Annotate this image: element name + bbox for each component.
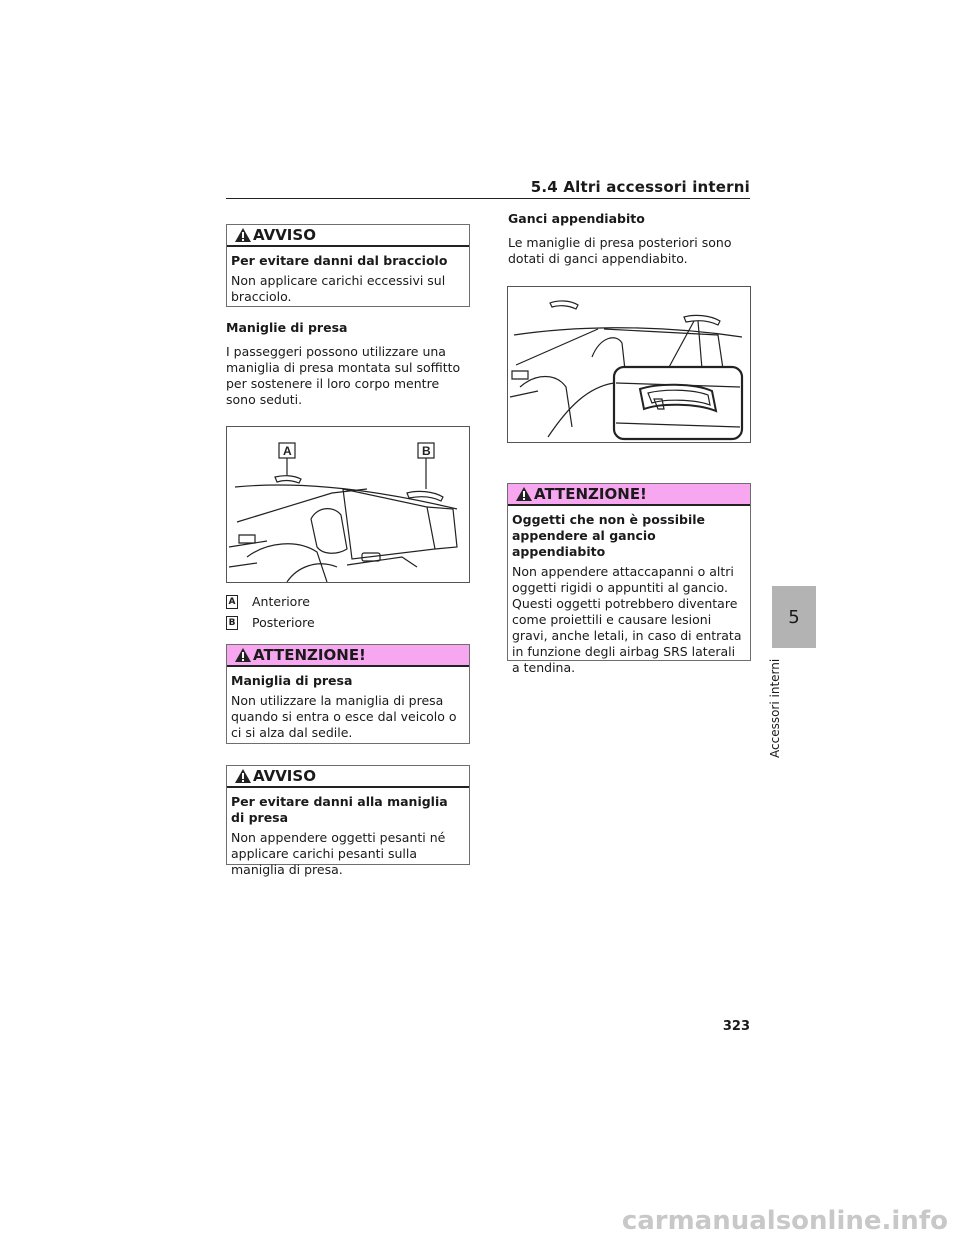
legend-key-a: A xyxy=(226,595,238,609)
coat-hook-illustration xyxy=(508,287,750,442)
legend-key-b: B xyxy=(226,616,238,630)
attenzione-header xyxy=(227,645,469,667)
figure-label-b: B xyxy=(422,444,431,458)
avviso-box-grip xyxy=(226,765,470,877)
hooks-text: Le maniglie di presa posteriori sono dotati di ganci appendiabito. xyxy=(508,235,732,266)
grip-text: I passeggeri possono utilizzare una maniglia di presa montata sul soffitto per sostenere il loro corpo mentre sono seduti. xyxy=(226,344,461,407)
attenzione-subtitle: Maniglia di presa xyxy=(231,673,353,688)
header-rule xyxy=(226,198,750,199)
attenzione-text: Non utilizzare la maniglia di presa quando si entra o esce dal veicolo o ci si alza dal sedile. xyxy=(231,693,457,740)
avviso-box-armrest xyxy=(226,224,470,307)
avviso-text: Non appendere oggetti pesanti né applicare carichi pesanti sulla maniglia di presa. xyxy=(231,830,446,877)
coat-hook-figure xyxy=(507,286,751,443)
warning-icon xyxy=(235,769,251,783)
attenzione-subtitle: Oggetti che non è possibile appendere al gancio appendiabito xyxy=(512,512,705,559)
chapter-number: 5 xyxy=(788,606,800,628)
avviso-label: AVVISO xyxy=(253,226,316,244)
attenzione-label: ATTENZIONE! xyxy=(253,646,366,664)
legend-label-rear: Posteriore xyxy=(252,615,315,630)
attenzione-label: ATTENZIONE! xyxy=(534,485,647,503)
legend-item-front xyxy=(226,594,310,609)
attenzione-header xyxy=(508,484,750,506)
attenzione-box-grip xyxy=(226,644,470,744)
legend-item-rear xyxy=(226,615,315,630)
avviso-label: AVVISO xyxy=(253,767,316,785)
attenzione-box-hook xyxy=(507,483,751,675)
avviso-subtitle: Per evitare danni alla maniglia di presa xyxy=(231,794,448,825)
warning-icon xyxy=(235,228,251,242)
watermark: carmanualsonline.info xyxy=(621,1206,948,1236)
figure-label-a: A xyxy=(283,444,292,458)
grab-handles-figure xyxy=(226,426,470,583)
page-number: 323 xyxy=(722,1019,750,1034)
section-header: 5.4 Altri accessori interni xyxy=(530,178,750,196)
avviso-header xyxy=(227,225,469,247)
attenzione-text: Non appendere attaccapanni o altri oggetti rigidi o appuntiti al gancio. Questi oggetti potrebbero diventare come proiettili e causare lesioni gravi, anche letali, in caso di entrata in funzione degli airbag SRS laterali a tendina. xyxy=(512,564,742,675)
warning-icon xyxy=(516,487,532,501)
grab-handles-illustration xyxy=(227,427,469,582)
chapter-label xyxy=(764,658,784,762)
avviso-text: Non applicare carichi eccessivi sul bracciolo. xyxy=(231,273,446,304)
legend-label-front: Anteriore xyxy=(252,594,310,609)
warning-icon xyxy=(235,648,251,662)
chapter-label-text: Accessori interni xyxy=(768,658,782,758)
hooks-title: Ganci appendiabito xyxy=(508,211,645,226)
avviso-subtitle: Per evitare danni dal bracciolo xyxy=(231,253,448,268)
avviso-header xyxy=(227,766,469,788)
chapter-tab[interactable] xyxy=(772,586,816,648)
grip-title: Maniglie di presa xyxy=(226,320,348,335)
